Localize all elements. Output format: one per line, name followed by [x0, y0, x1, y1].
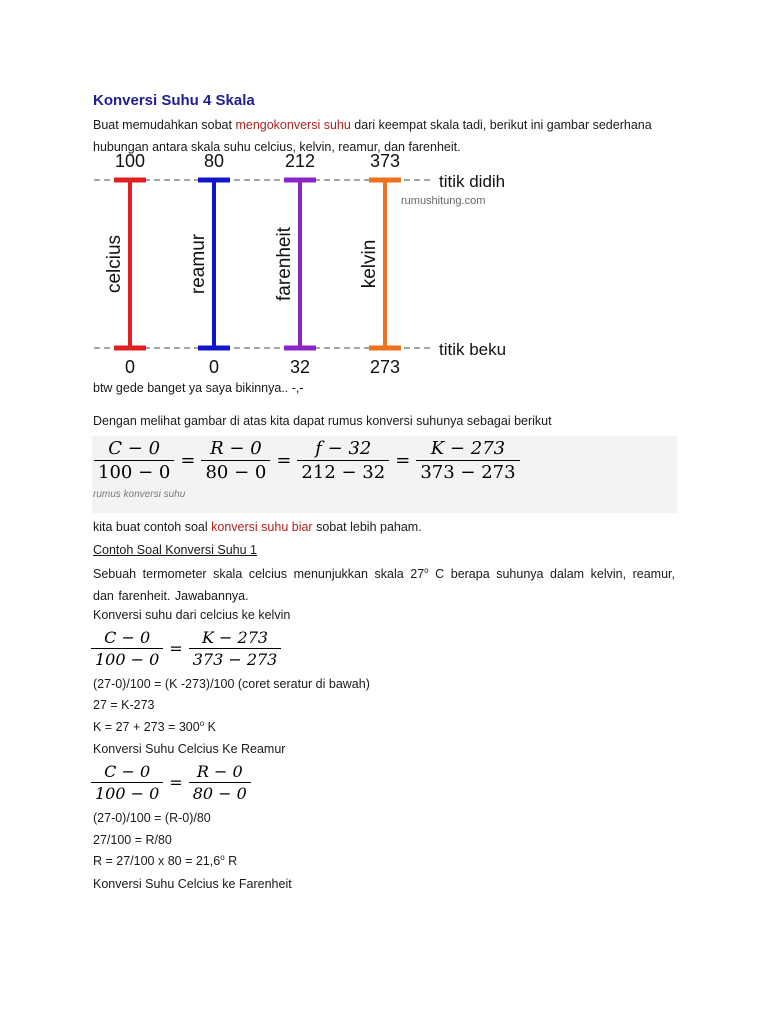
after-diagram-note: btw gede banget ya saya bikinnya.. -,- — [93, 381, 304, 395]
formula-intro: Dengan melihat gambar di atas kita dapat rumus konversi suhunya sebagai berikut — [93, 414, 552, 428]
scale-name: reamur — [188, 233, 209, 295]
reamur-step-1: (27-0)/100 = (R-0)/80 — [93, 811, 211, 825]
main-formula-box — [92, 436, 677, 513]
scale-kelvin — [359, 151, 401, 377]
main-formula: $\frac{C - 0}{100 - 0}$ = $\frac{R - 0}{80 - 0}$ = $\frac{f - 32}{212 - 32}$ = $\frac{K - 273}{373 - 273}$ — [94, 438, 520, 483]
intro-text-before: Buat memudahkan sobat — [93, 118, 236, 132]
scale-top-value: 373 — [369, 151, 401, 171]
example-intro-before: kita buat contoh soal — [93, 520, 212, 534]
temperature-scale-diagram — [88, 148, 528, 380]
scale-name: kelvin — [359, 239, 380, 289]
scale-bottom-value: 273 — [369, 357, 401, 377]
reamur-formula: $\frac{C - 0}{100 - 0}$ = $\frac{R - 0}{80 - 0}$ — [91, 762, 251, 803]
problem-statement: Sebuah termometer skala celcius menunjukkan skala 27$^o$ C berapa suhunya dalam kelvin, reamur, dan farenheit. Jawabannya. — [93, 566, 675, 603]
scale-bottom-value: 32 — [289, 357, 311, 377]
example-intro-after: sobat lebih paham. — [312, 520, 422, 534]
scale-top-value: 212 — [284, 151, 316, 171]
scale-farenheit — [274, 151, 316, 377]
scale-bottom-value: 0 — [124, 357, 136, 377]
scale-bottom-value: 0 — [208, 357, 220, 377]
kelvin-step-2: 27 = K-273 — [93, 698, 155, 712]
intro-text-after: dari keempat skala tadi, berikut ini gambar sederhana — [350, 118, 652, 132]
intro-paragraph-line2: hubungan antara skala suhu celcius, kelvin, reamur, dan farenheit. — [93, 140, 461, 154]
freezing-point-label: titik beku — [439, 340, 507, 359]
kelvin-step-1: (27-0)/100 = (K -273)/100 (coret seratur di bawah) — [93, 677, 370, 691]
scale-top-value: 80 — [203, 151, 225, 171]
page-title: Konversi Suhu 4 Skala — [93, 92, 255, 109]
reamur-step-2: 27/100 = R/80 — [93, 833, 172, 847]
example-intro-link[interactable]: konversi suhu biar — [211, 520, 313, 534]
scale-name: celcius — [104, 234, 125, 294]
intro-link[interactable]: mengokonversi suhu — [235, 118, 351, 132]
kelvin-formula: $\frac{C - 0}{100 - 0}$ = $\frac{K - 273}{373 - 273}$ — [91, 628, 281, 669]
kelvin-step-3: $K = 27 + 273 = 300^o$ K — [93, 719, 216, 734]
intro-paragraph — [93, 117, 652, 133]
example-intro — [93, 519, 422, 535]
scale-celcius — [104, 151, 146, 377]
scale-name: farenheit — [274, 227, 295, 301]
kelvin-heading: Konversi suhu dari celcius ke kelvin — [93, 608, 291, 622]
farenheit-heading: Konversi Suhu Celcius ke Farenheit — [93, 877, 292, 891]
reamur-heading: Konversi Suhu Celcius Ke Reamur — [93, 742, 286, 756]
boiling-point-label: titik didih — [439, 172, 506, 191]
example-heading: Contoh Soal Konversi Suhu 1 — [93, 543, 257, 557]
reamur-step-3: R = 27/100 x $80 = 21,6^o$ R — [93, 853, 238, 868]
scale-top-value: 100 — [114, 151, 146, 171]
formula-caption: rumus konversi suhu — [93, 489, 186, 500]
scale-reamur — [188, 151, 230, 377]
watermark: rumushitung.com — [401, 195, 486, 207]
